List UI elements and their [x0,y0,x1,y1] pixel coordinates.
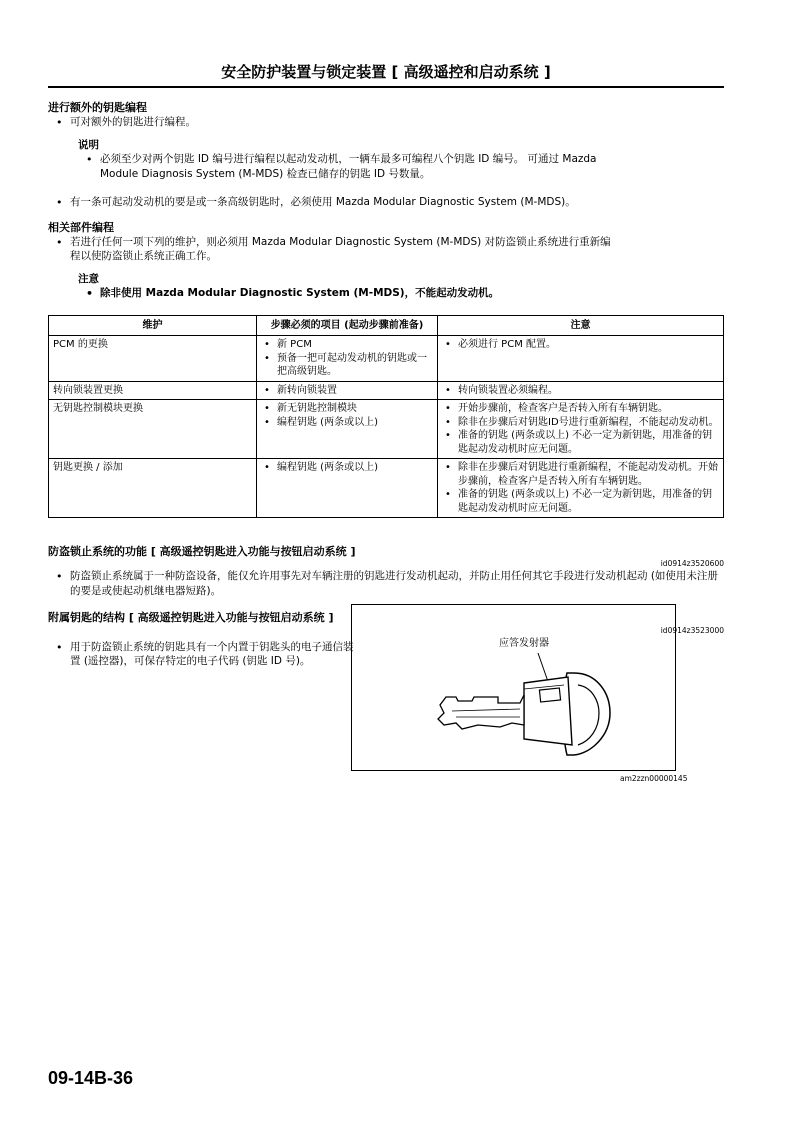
note-title: 说明 [78,138,99,151]
bullet-list [48,235,724,264]
reference-id: id0914z3523000 [660,625,724,635]
caution-title: 注意 [78,272,99,285]
page-header: 安全防护装置与锁定装置 [ 高级遥控和启动系统 ] [48,62,724,88]
list-item: • 防盗锁止系统属于一种防盗设备，能仅允许用事先对车辆注册的钥匙进行发动机起动，并防止用任何其它手段进行发动机起动 (如使用未注册的要是或使起动机继电器短路)。 [48,569,724,598]
list-item [48,235,724,264]
section-title-extra-key: 进行额外的钥匙编程 [48,101,147,114]
table-cell [438,381,724,400]
cell-item: • 开始步骤前，检查客户是否转入所有车辆钥匙。 [442,402,719,416]
caution-item: • 除非使用 Mazda Modular Diagnostic System (M-MDS)，不能起动发动机。 [78,286,724,300]
cell-item: • 新 PCM [261,338,433,352]
cell-item: • 转向锁装置必须编程。 [442,384,719,398]
list-line: 程以使防盗锁止系统正确工作。 [70,250,217,263]
caution-list [78,286,724,300]
table-cell: 转向锁装置更换 [49,381,257,400]
cell-item: • 编程钥匙 (两条或以上) [261,461,433,475]
cell-item: • 必须进行 PCM 配置。 [442,338,719,352]
table-cell [257,459,438,518]
column-header: 步骤必须的项目 (起动步骤前准备) [257,315,438,336]
table-cell [257,336,438,382]
reference-id: id0914z3520600 [660,559,724,569]
transponder-label: 应答发射器 [499,638,549,649]
caution-block [78,272,724,301]
table-cell [438,400,724,459]
table-row [49,381,724,400]
note-item [78,152,724,181]
column-header: 维护 [49,315,257,336]
note-list [78,152,724,181]
page-content [48,100,724,668]
key-illustration [352,605,675,770]
bullet-list [48,115,724,129]
maintenance-table [48,315,724,519]
cell-item: • 准备的钥匙 (两条或以上) 不必一定为新钥匙，用准备的钥匙起动发动机时应无问题。 [442,488,719,515]
cell-item: • 除非在步骤后对钥匙ID号进行重新编程，不能起动发动机。 [442,416,719,430]
cell-item: • 新转向锁装置 [261,384,433,398]
note-block [78,138,724,181]
table-header-row [49,315,724,336]
figure-id: am2zzn00000145 [620,774,688,783]
note-line: Module Diagnosis System (M-MDS) 检查已储存的钥匙 ID 号数量。 [100,167,431,180]
key-figure [351,604,676,771]
table-cell [438,459,724,518]
list-item: • 有一条可起动发动机的要是或一条高级钥匙时，必须使用 Mazda Modular Diagnostic System (M-MDS)。 [48,195,724,209]
table-cell [257,400,438,459]
section-title-related-parts: 相关部件编程 [48,220,114,234]
cell-item: • 准备的钥匙 (两条或以上) 不必一定为新钥匙，用准备的钥匙起动发动机时应无问题。 [442,429,719,456]
section-title-immobilizer-function [48,544,724,559]
table-cell [438,336,724,382]
section-title-text: 防盗锁止系统的功能 [ 高级遥控钥匙进入功能与按钮启动系统 ] [48,545,356,559]
cell-item: • 除非在步骤后对钥匙进行重新编程，不能起动发动机。开始步骤前，检查客户是否转入所有车辆钥匙。 [442,461,719,488]
table-row [49,336,724,382]
page-number: 09-14B-36 [48,1068,134,1088]
list-item: • 可对额外的钥匙进行编程。 [48,115,724,129]
bullet-list [48,569,724,598]
note-line: 必须至少对两个钥匙 ID 编号进行编程以起动发动机，一辆车最多可编程八个钥匙 ID 编号。 可通过 Mazda [100,153,597,166]
table-cell: 钥匙更换 / 添加 [49,459,257,518]
column-header: 注意 [438,315,724,336]
table-cell [257,381,438,400]
list-item: • 用于防盗锁止系统的钥匙具有一个内置于钥匙头的电子通信装置 (遥控器)，可保存特定的电子代码 (钥匙 ID 号)。 [48,640,358,669]
cell-item: • 编程钥匙 (两条或以上) [261,416,433,430]
list-line: 若进行任何一项下列的维护，则必须用 Mazda Modular Diagnostic System (M-MDS) 对防盗锁止系统进行重新编 [70,235,611,248]
table-row [49,459,724,518]
table-cell: 无钥匙控制模块更换 [49,400,257,459]
table-row [49,400,724,459]
bullet-list [48,640,358,669]
table-cell: PCM 的更换 [49,336,257,382]
cell-item: • 新无钥匙控制模块 [261,402,433,416]
section-title-text: 附属钥匙的结构 [ 高级遥控钥匙进入功能与按钮启动系统 ] [48,611,334,625]
bullet-list [48,195,724,209]
cell-item: • 预备一把可起动发动机的钥匙或一把高级钥匙。 [261,352,433,379]
